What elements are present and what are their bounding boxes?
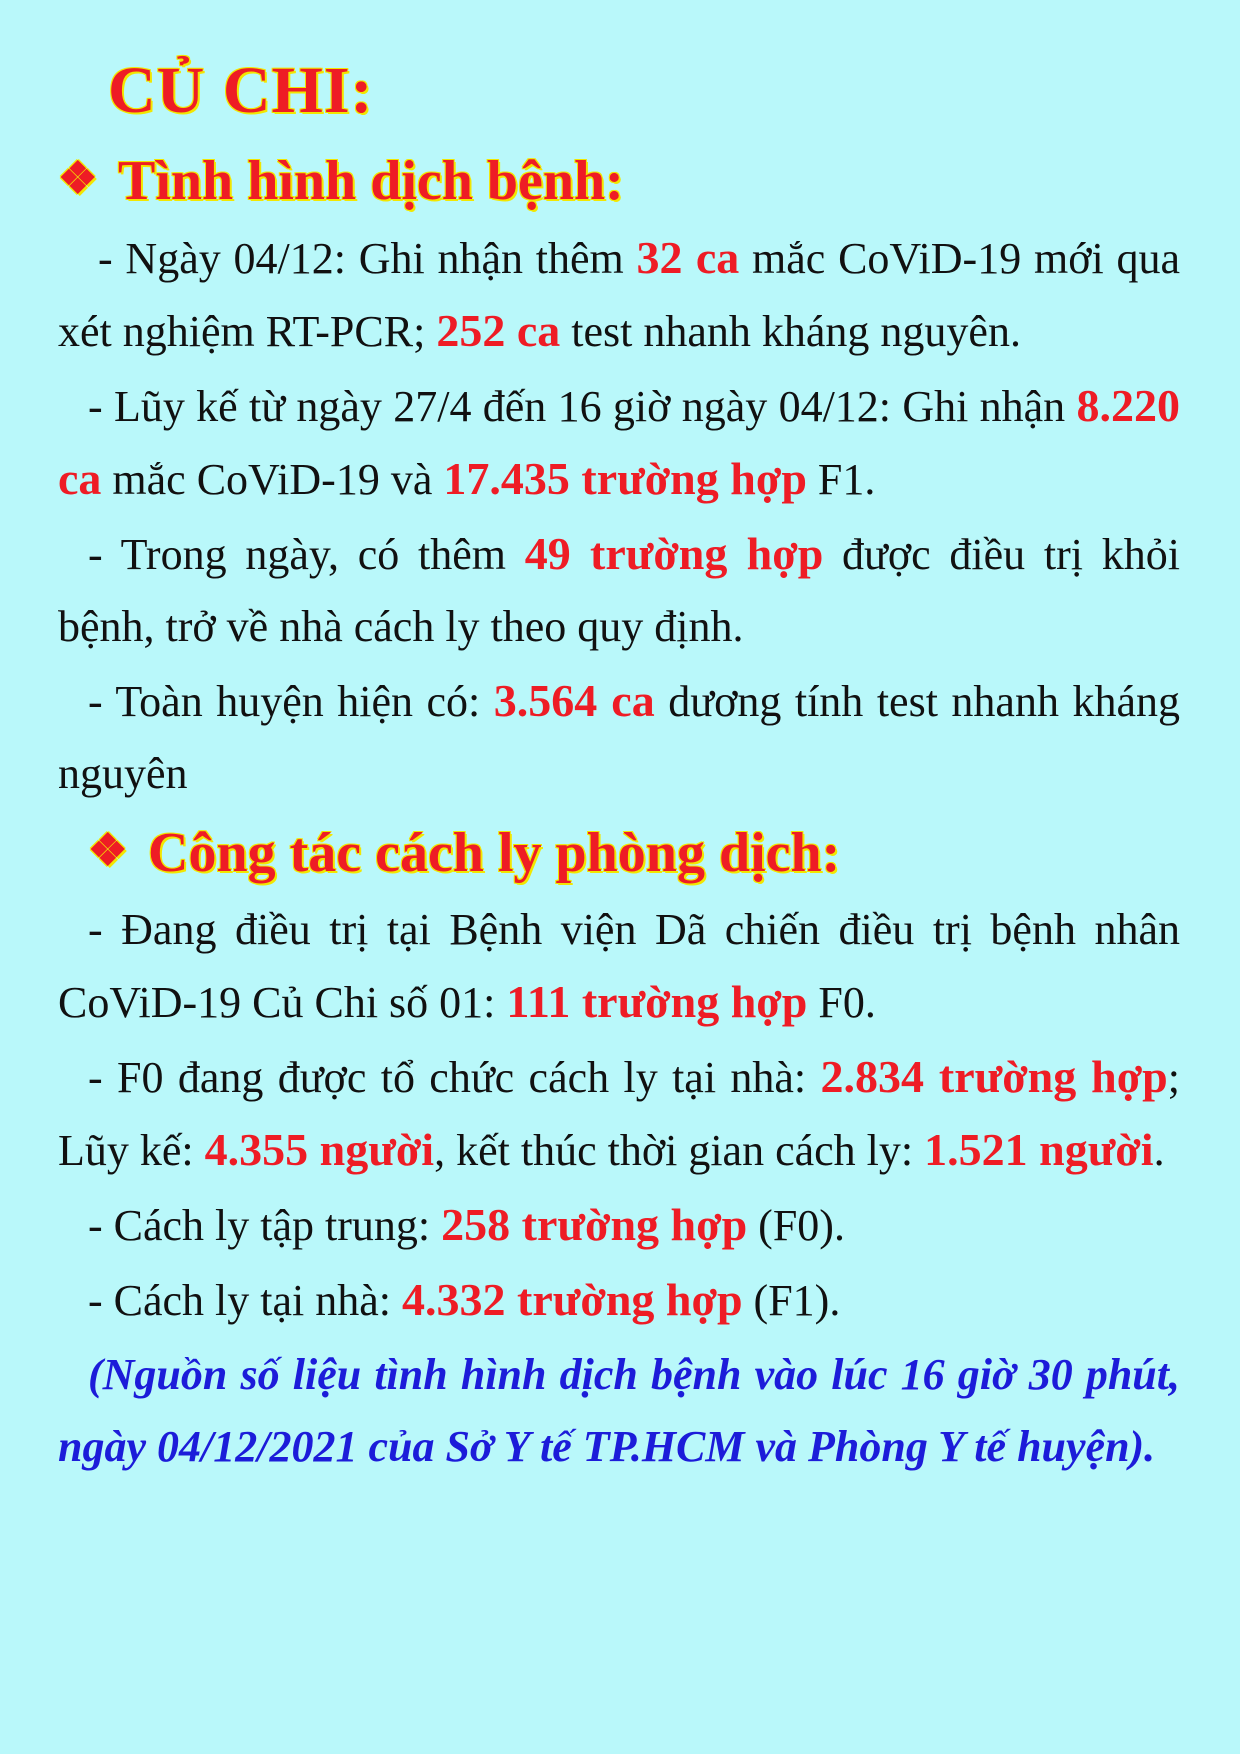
text-run: - Lũy kế từ ngày 27/4 đến 16 giờ ngày 04/12: Ghi nhận [88,382,1077,431]
paragraph-recovered [58,518,1180,663]
highlight-figure: 49 trường hợp [524,528,824,579]
text-run: - Toàn huyện hiện có: [88,677,494,726]
highlight-figure: 4.332 trường hợp [402,1274,743,1325]
section-heading-quarantine [88,814,1180,890]
highlight-figure: 8.220 ca [58,380,1180,504]
text-run: - Ngày 04/12: Ghi nhận thêm [98,234,637,283]
highlight-figure: 111 trường hợp [506,976,808,1027]
highlight-figure: 252 ca [436,305,561,356]
text-run: test nhanh kháng nguyên. [560,307,1021,356]
section-heading-epidemic [58,142,1180,218]
paragraph-centralized-quarantine [58,1189,1180,1262]
highlight-figure: 4.355 người [204,1124,435,1175]
section-heading-label: Tình hình dịch bệnh: [118,150,624,212]
paragraph-positive-rapid [58,665,1180,810]
section-heading-label: Công tác cách ly phòng dịch: [148,822,841,884]
paragraph-home-isolation-f0 [58,1041,1180,1187]
text-run: - Cách ly tập trung: [88,1201,442,1250]
text-run: (F1). [742,1276,841,1325]
paragraph-cumulative [58,370,1180,516]
text-run: - Đang điều trị tại Bệnh viện Dã chiến điều trị bệnh nhân CoViD-19 Củ Chi số 01: [58,905,1180,1027]
paragraph-home-quarantine-f1 [58,1264,1180,1337]
text-run: mắc CoViD-19 và [101,455,444,504]
diamond-bullet-icon: ❖ [88,826,128,875]
highlight-figure: 258 trường hợp [441,1199,748,1250]
highlight-figure: 1.521 người [924,1124,1154,1175]
text-run: , kết thúc thời gian cách ly: [434,1126,925,1175]
text-run: . [1153,1126,1165,1175]
highlight-figure: 3.564 ca [493,675,655,726]
source-note: (Nguồn số liệu tình hình dịch bệnh vào lúc 16 giờ 30 phút, ngày 04/12/2021 của Sở Y tế TP.HCM và Phòng Y tế huyện). [58,1350,1180,1471]
highlight-figure: 2.834 trường hợp [820,1051,1168,1102]
text-run: dương tính test nhanh kháng nguyên [58,677,1180,798]
paragraph-field-hospital [58,894,1180,1039]
highlight-figure: 17.435 trường hợp [443,453,807,504]
paragraph-new-cases [58,222,1180,368]
text-run: - Cách ly tại nhà: [88,1276,403,1325]
text-run: - Trong ngày, có thêm [88,530,525,579]
highlight-figure: 32 ca [636,232,740,283]
text-run: được điều trị khỏi bệnh, trở về nhà cách ly theo quy định. [58,530,1180,651]
text-run: F0. [807,978,876,1027]
text-run: F1. [806,455,876,504]
diamond-bullet-icon: ❖ [58,154,98,203]
text-run: (F0). [747,1201,845,1250]
text-run: mắc CoViD-19 mới qua xét nghiệm RT-PCR; [58,234,1180,356]
text-run: ; Lũy kế: [58,1053,1180,1175]
page-title: CỦ CHI: [108,54,374,127]
text-run: - F0 đang được tổ chức cách ly tại nhà: [88,1053,821,1102]
